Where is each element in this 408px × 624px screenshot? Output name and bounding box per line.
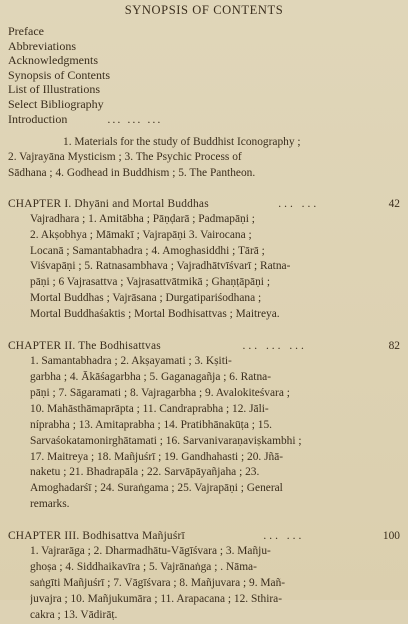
synopsis-line: cakra ; 13. Vādirāṭ. — [30, 608, 118, 621]
chapter-title: CHAPTER II. The Bodhisattvas — [8, 340, 161, 353]
chapter-1 — [8, 197, 400, 323]
leader-dots: ... ... ... — [242, 340, 307, 353]
chapter-3 — [8, 529, 400, 624]
toc-entry-introduction[interactable] — [8, 112, 400, 127]
synopsis-line: Vajradhara ; 1. Amitābha ; Pāṇḍarā ; Padmapāṇi ; — [30, 212, 255, 225]
introduction-label: Introduction — [8, 111, 68, 126]
chapter-title: CHAPTER I. Dhyāni and Mortal Buddhas — [8, 197, 209, 210]
chapter-heading[interactable] — [8, 529, 400, 544]
chapter-synopsis — [8, 354, 400, 513]
toc-entry-acknowledgments[interactable]: Acknowledgments — [8, 53, 98, 68]
synopsis-line: 2. Akṣobhya ; Māmakī ; Vajrapāṇi 3. Vairocana ; — [30, 228, 252, 241]
synopsis-line: 17. Maitreya ; 18. Mañjuśrī ; 19. Gandhahasti ; 20. Jñā- — [30, 450, 284, 463]
front-matter-list — [8, 24, 400, 126]
synopsis-line: Amoghadarśī ; 24. Suraṅgama ; 25. Vajrapāṇi ; General — [30, 482, 283, 495]
page-number: 82 — [388, 340, 400, 353]
synopsis-line: ghoṣa ; 4. Siddhaikavīra ; 5. Vajrānaṅga ; . Nāma- — [30, 561, 257, 574]
synopsis-line: 1. Materials for the study of Buddhist Iconography ; — [63, 136, 301, 149]
page-number: 42 — [388, 197, 400, 210]
leader-dots: ... ... — [278, 197, 320, 210]
toc-entry-bibliography[interactable]: Select Bibliography — [8, 96, 104, 111]
leader-dots: ... ... ... — [107, 111, 163, 126]
chapter-title: CHAPTER III. Bodhisattva Mañjuśrī — [8, 530, 185, 543]
synopsis-line: Sarvaśokatamonirghātamati ; 16. Sarvanivaraṇaviṣkambhi ; — [30, 434, 302, 447]
toc-entry-illustrations[interactable]: List of Illustrations — [8, 82, 100, 97]
page-number: 100 — [382, 530, 400, 543]
synopsis-line: pāṇi ; 6 Vajrasattva ; Vajrasattvātmikā ; Ghaṇṭāpāṇi ; — [30, 276, 270, 289]
introduction-synopsis — [8, 135, 400, 181]
synopsis-line: Viśvapāṇi ; 5. Ratnasambhava ; Vajradhātvīśvarī ; Ratna- — [30, 260, 291, 273]
synopsis-line: Mortal Buddhaśaktis ; Mortal Bodhisattvas ; Maitreya. — [30, 308, 280, 321]
chapter-synopsis — [8, 544, 400, 624]
chapter-synopsis — [8, 212, 400, 323]
page-title: SYNOPSIS OF CONTENTS — [124, 3, 284, 17]
synopsis-line: juvajra ; 10. Mañjukumāra ; 11. Arapacana ; 12. Sthira- — [30, 592, 282, 605]
synopsis-line: 1. Samantabhadra ; 2. Akṣayamati ; 3. Kṣiti- — [30, 355, 232, 368]
chapter-heading[interactable] — [8, 197, 400, 212]
synopsis-line: remarks. — [30, 498, 70, 511]
synopsis-line: 10. Mahāsthāmaprāpta ; 11. Candraprabha ; 12. Jāli- — [30, 402, 269, 415]
synopsis-line: garbha ; 4. Ākāśagarbha ; 5. Gaganagañja ; 6. Ratna- — [30, 371, 272, 384]
synopsis-line: Mortal Buddhas ; Vajrāsana ; Durgatipariśodhana ; — [30, 292, 262, 305]
toc-entry-preface[interactable]: Preface — [8, 24, 44, 38]
synopsis-line: pāṇi ; 7. Sāgaramati ; 8. Vajragarbha ; 9. Avalokiteśvara ; — [30, 386, 290, 399]
synopsis-line: Locanā ; Samantabhadra ; 4. Amoghasiddhi ; Tārā ; — [30, 244, 265, 257]
chapter-2 — [8, 339, 400, 513]
synopsis-line: Sādhana ; 4. Godhead in Buddhism ; 5. The Pantheon. — [8, 166, 256, 179]
synopsis-line: 1. Vajrarāga ; 2. Dharmadhātu-Vāgīśvara ; 3. Mañju- — [30, 545, 271, 558]
chapter-heading[interactable] — [8, 339, 400, 354]
toc-entry-abbreviations[interactable]: Abbreviations — [8, 38, 76, 53]
synopsis-line: 2. Vajrayāna Mysticism ; 3. The Psychic Process of — [8, 151, 242, 164]
synopsis-line: saṅgīti Mañjuśrī ; 7. Vāgīśvara ; 8. Mañjuvara ; 9. Mañ- — [30, 576, 286, 589]
synopsis-line: níprabha ; 13. Amitaprabha ; 14. Pratibhānakūṭa ; 15. — [30, 418, 272, 431]
synopsis-line: naketu ; 21. Bhadrapāla ; 22. Sarvāpāyañjaha ; 23. — [30, 466, 260, 479]
toc-entry-synopsis[interactable]: Synopsis of Contents — [8, 67, 111, 82]
leader-dots: ... ... — [263, 530, 305, 543]
